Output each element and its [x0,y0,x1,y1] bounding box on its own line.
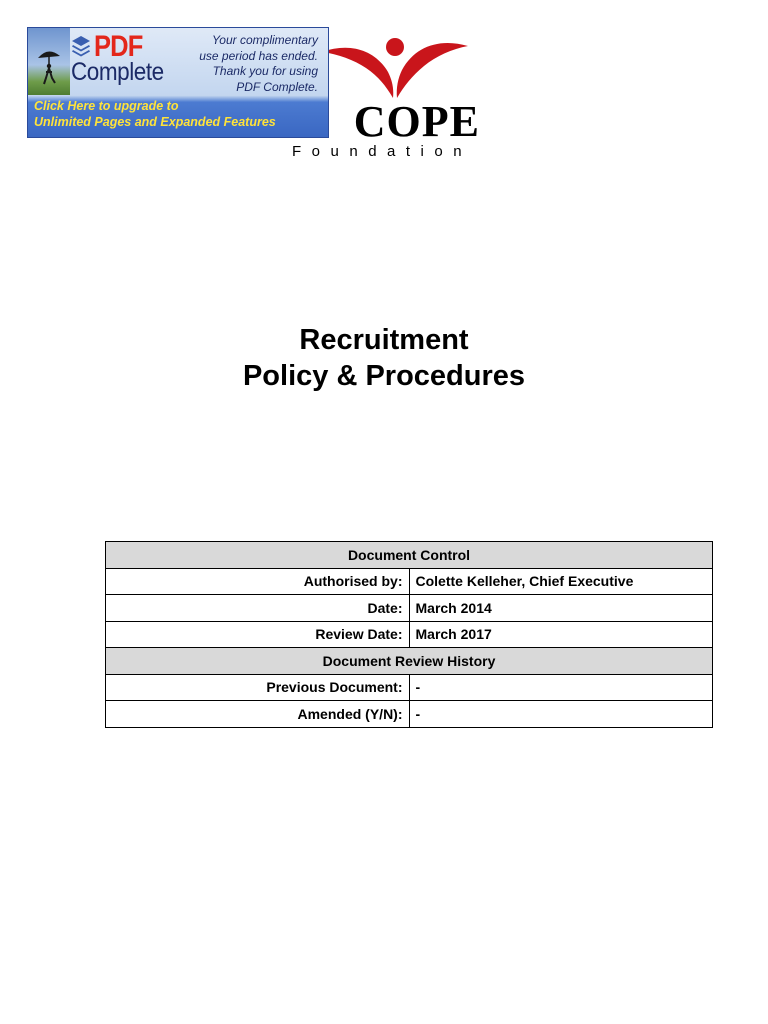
table-row [106,568,713,595]
document-control-header: Document Control [106,542,713,569]
banner-photo [28,28,70,95]
table-header-row [106,648,713,675]
previous-document-value: - [409,674,713,701]
date-value: March 2014 [409,595,713,622]
upgrade-link[interactable] [34,98,276,130]
date-label: Date: [106,595,410,622]
authorised-by-label: Authorised by: [106,568,410,595]
amended-label: Amended (Y/N): [106,701,410,728]
review-history-header: Document Review History [106,648,713,675]
table-header-row [106,542,713,569]
logo-figure-icon [320,36,470,101]
banner-notice-line: Your complimentary [211,33,318,47]
umbrella-figure-icon [28,28,70,95]
table-row [106,674,713,701]
table-row [106,595,713,622]
review-date-value: March 2017 [409,621,713,648]
table-row [106,701,713,728]
upgrade-link-line[interactable]: Click Here to upgrade to [34,99,179,113]
authorised-by-value: Colette Kelleher, Chief Executive [409,568,713,595]
banner-notice-line: use period has ended. [199,48,318,63]
title-line-2: Policy & Procedures [242,360,526,392]
upgrade-link-line[interactable]: Unlimited Pages and Expanded Features [34,115,276,129]
banner-notice-line: PDF Complete. [236,79,318,94]
logo-subtitle: Foundation [292,143,473,160]
banner-pdf-label: PDF [94,30,143,63]
review-date-label: Review Date: [106,621,410,648]
table-row [106,621,713,648]
banner-complete-label: Complete [71,58,164,86]
amended-value: - [409,701,713,728]
document-control-table [105,541,713,728]
banner-notice-line: Thank you for using [212,64,318,78]
pdf-complete-upgrade-banner[interactable] [27,27,329,138]
title-line-1: Recruitment [299,324,469,356]
banner-notice [168,33,318,95]
previous-document-label: Previous Document: [106,674,410,701]
logo-wordmark: COPE [353,97,480,146]
pdf-layers-icon [70,34,92,58]
document-title [0,322,768,394]
